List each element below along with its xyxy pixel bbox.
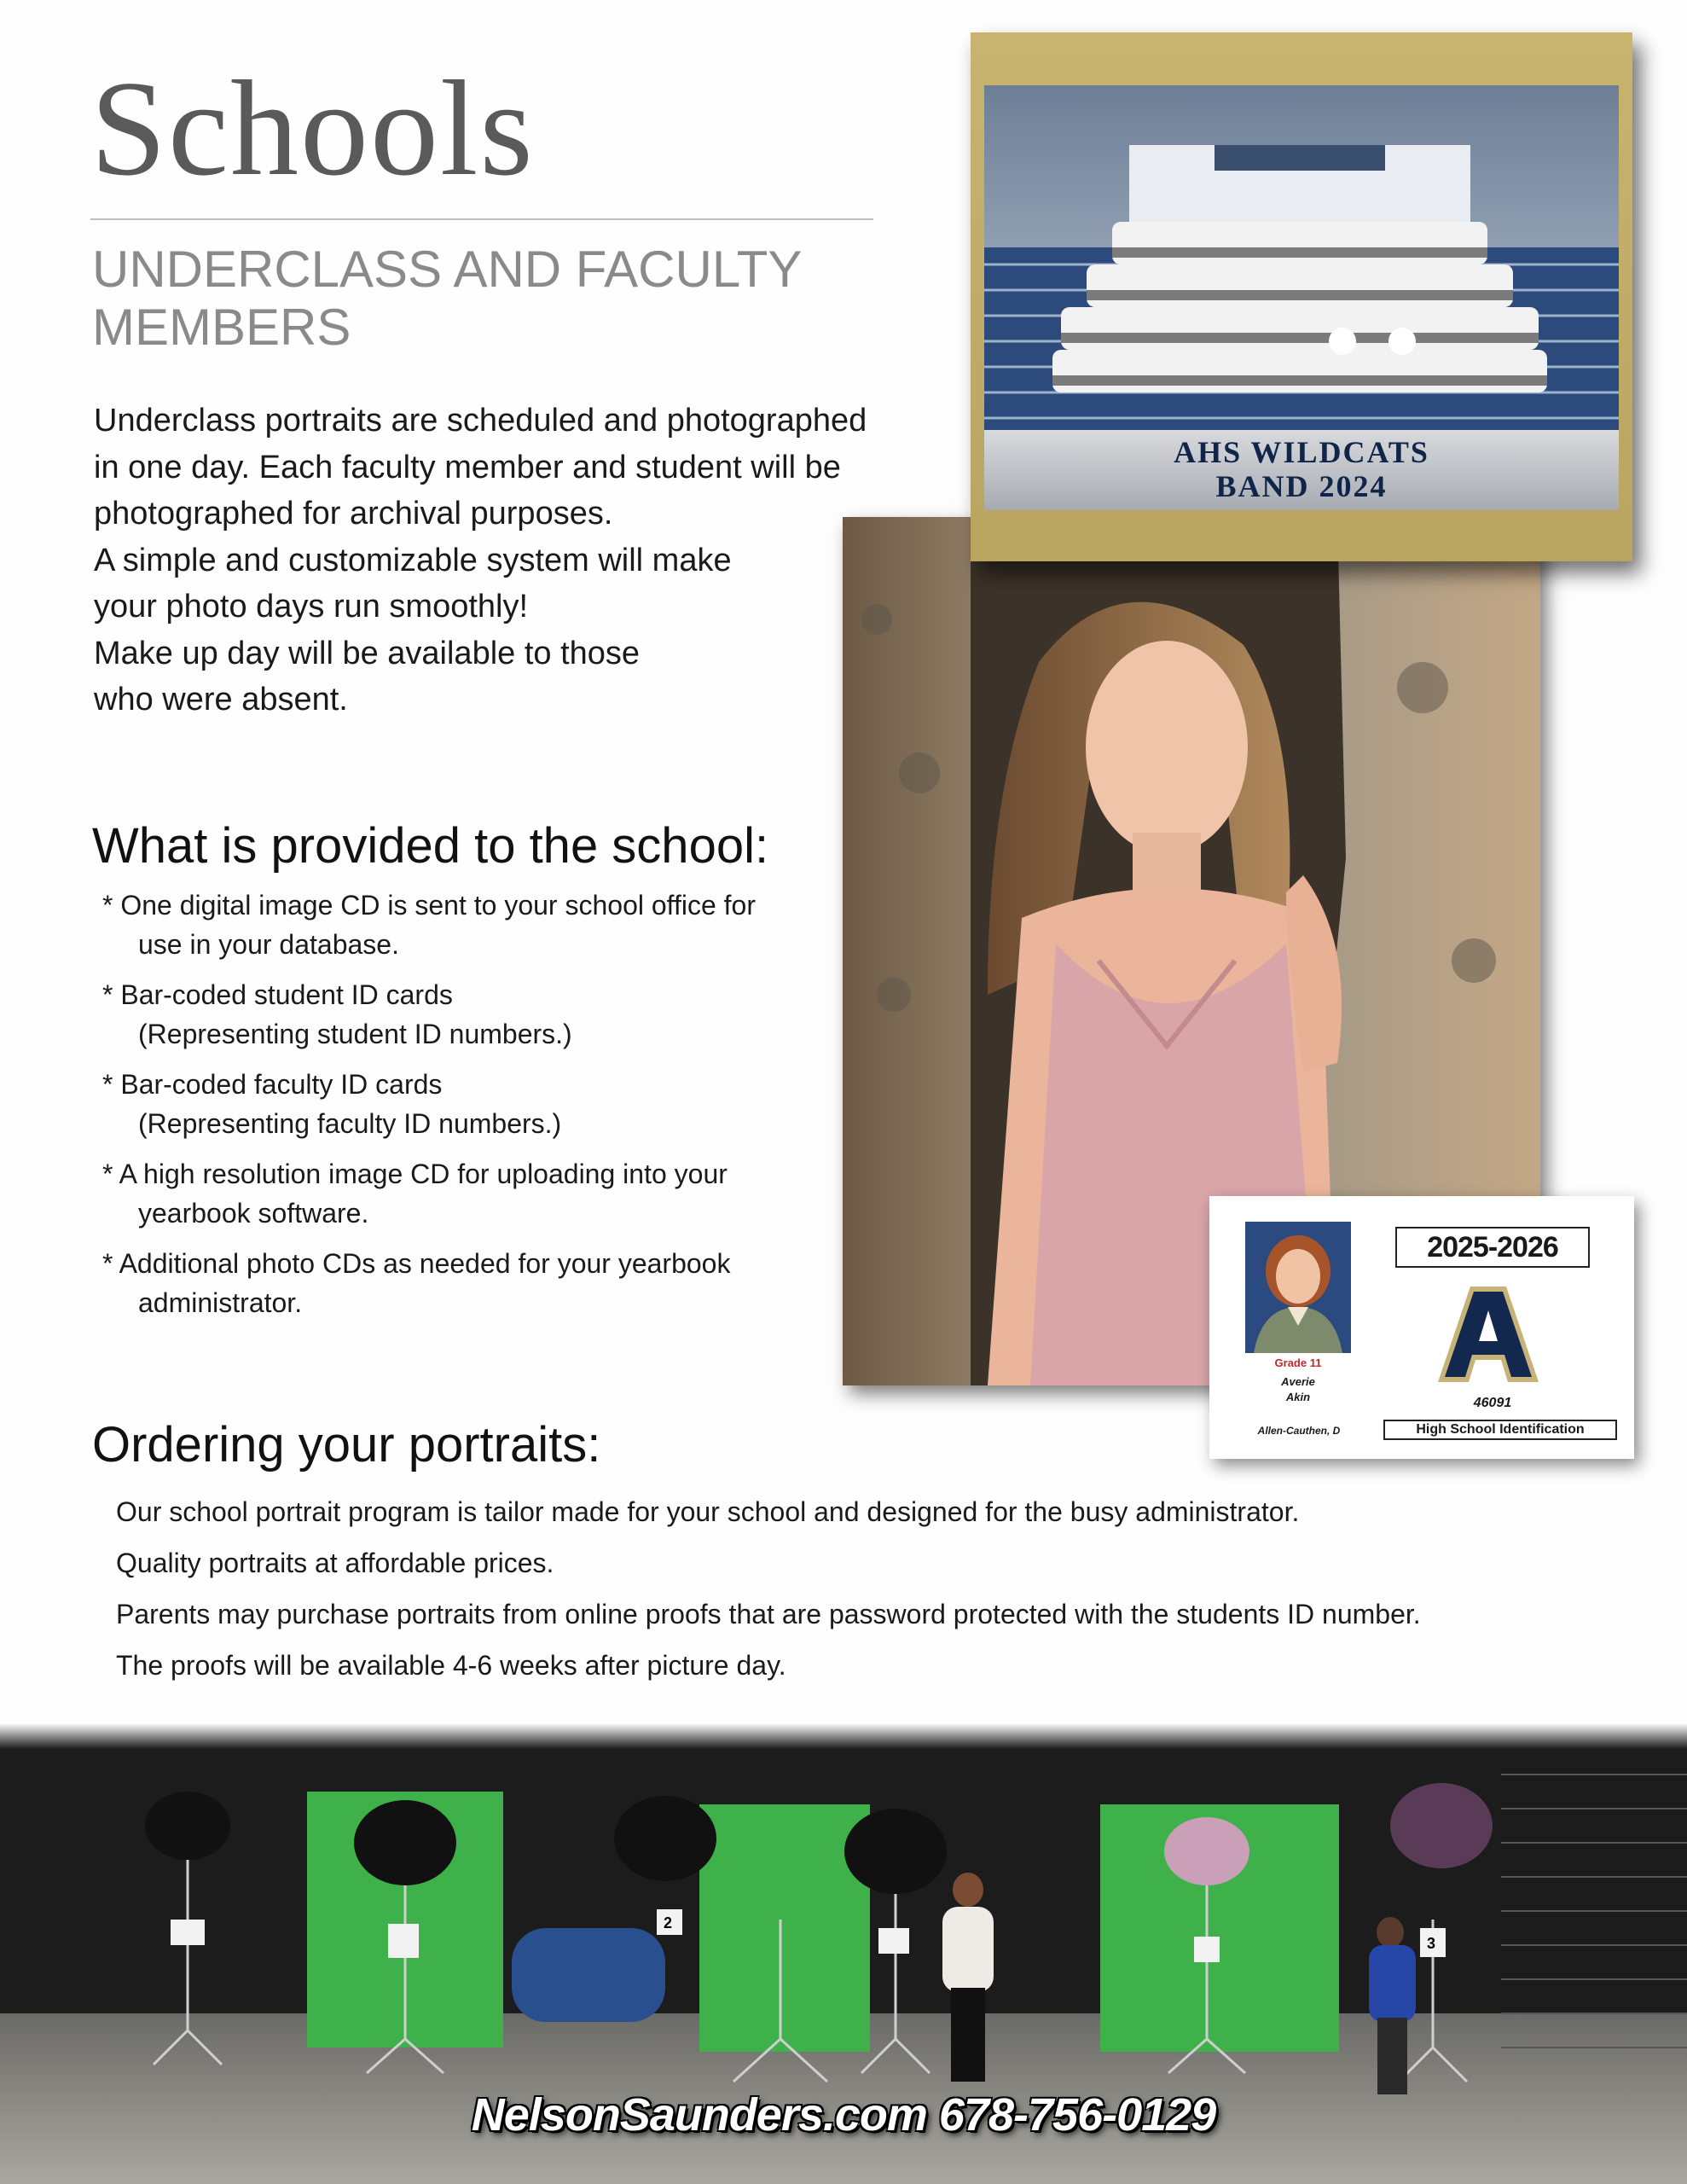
list-item-continuation: (Representing student ID numbers.) xyxy=(138,1019,572,1049)
list-item-text: * Bar-coded student ID cards xyxy=(102,979,453,1010)
provided-heading: What is provided to the school: xyxy=(92,818,769,874)
list-item-continuation: use in your database. xyxy=(138,929,399,960)
id-card-photo xyxy=(1245,1222,1351,1353)
intro-line: Underclass portraits are scheduled and photographed xyxy=(94,403,867,439)
list-item xyxy=(102,975,853,1054)
band-photo-frame xyxy=(971,32,1632,561)
list-item xyxy=(102,886,853,964)
intro-line: who were absent. xyxy=(94,682,348,717)
intro-line: Make up day will be available to those xyxy=(94,635,641,671)
subtitle-line: UNDERCLASS AND FACULTY xyxy=(92,241,803,298)
list-item xyxy=(102,1244,853,1322)
list-item-text: * One digital image CD is sent to your school office for xyxy=(102,890,756,921)
sample-id-card xyxy=(1209,1196,1634,1459)
title-divider xyxy=(90,218,873,220)
footer-contact: NelsonSaunders.com 678-756-0129 xyxy=(471,2089,1216,2140)
list-item xyxy=(102,1154,853,1233)
band-banner-title: AHS WILDCATS xyxy=(1174,435,1429,469)
ordering-line: Parents may purchase portraits from online proofs that are password protected with the students ID number. xyxy=(116,1599,1421,1629)
subtitle-line: MEMBERS xyxy=(92,299,351,356)
band-group-photo xyxy=(984,85,1619,510)
list-item-text: * Bar-coded faculty ID cards xyxy=(102,1069,443,1100)
school-logo-icon xyxy=(1433,1281,1544,1391)
page-title: Schools xyxy=(90,52,535,204)
band-banner-year: BAND 2024 xyxy=(1215,469,1388,503)
ordering-line: Our school portrait program is tailor made for your school and designed for the busy administrator. xyxy=(116,1496,1300,1527)
studio-sign-2: 2 xyxy=(664,1914,673,1931)
intro-line: photographed for archival purposes. xyxy=(94,496,613,531)
ordering-heading: Ordering your portraits: xyxy=(92,1417,601,1472)
intro-line: your photo days run smoothly! xyxy=(94,589,529,624)
id-label: High School Identification xyxy=(1383,1420,1617,1440)
ordering-list xyxy=(116,1486,1566,1691)
intro-line: in one day. Each faculty member and student will be xyxy=(94,449,841,485)
list-item-text: * A high resolution image CD for uploading into your xyxy=(102,1159,728,1189)
list-item xyxy=(102,1065,853,1143)
list-item-continuation: yearbook software. xyxy=(138,1198,369,1228)
page-subtitle xyxy=(92,241,894,357)
id-grade: Grade 11 xyxy=(1274,1356,1322,1369)
band-banner xyxy=(984,430,1619,510)
id-portrait-illustration xyxy=(1245,1222,1351,1353)
id-last-name: Akin xyxy=(1285,1391,1311,1403)
ordering-line: The proofs will be available 4-6 weeks after picture day. xyxy=(116,1650,786,1681)
list-item-continuation: administrator. xyxy=(138,1287,303,1318)
ordering-line: Quality portraits at affordable prices. xyxy=(116,1548,554,1578)
intro-paragraph xyxy=(94,398,972,723)
provided-list xyxy=(102,886,853,1333)
list-item-continuation: (Representing faculty ID numbers.) xyxy=(138,1108,562,1139)
studio-sign-3: 3 xyxy=(1427,1935,1436,1952)
id-first-name: Averie xyxy=(1281,1375,1315,1388)
intro-line: A simple and customizable system will make xyxy=(94,542,732,578)
id-number: 46091 xyxy=(1473,1396,1512,1410)
id-teacher: Allen-Cauthen, D xyxy=(1257,1425,1341,1437)
id-school-year: 2025-2026 xyxy=(1395,1227,1590,1268)
list-item-text: * Additional photo CDs as needed for your yearbook xyxy=(102,1248,731,1279)
